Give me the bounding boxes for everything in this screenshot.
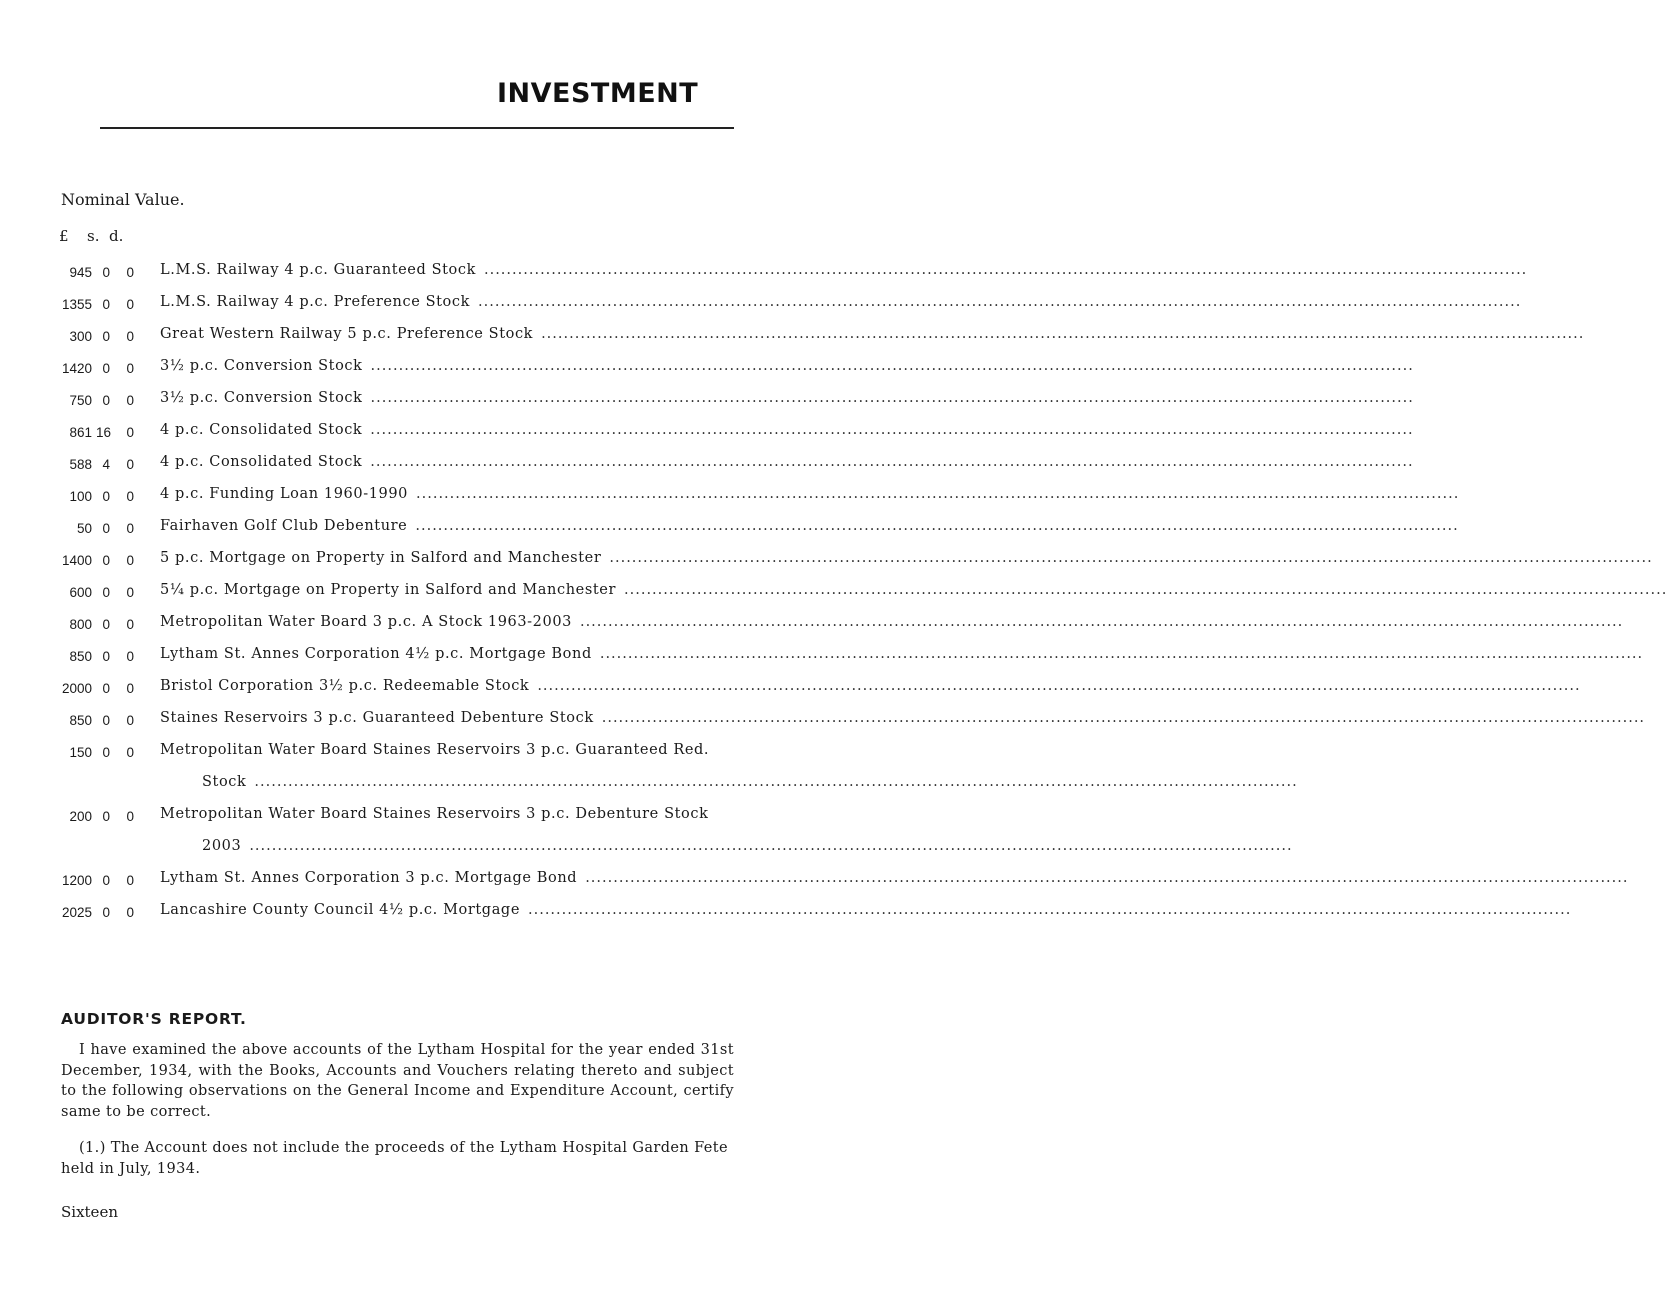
pence-value: 0: [126, 457, 134, 472]
investment-description: 5¼ p.c. Mortgage on Property in Salford and Manchester: [160, 582, 617, 598]
pence-value: 0: [126, 617, 134, 632]
pounds-value: 800: [69, 617, 92, 632]
shillings-value: 0: [102, 617, 110, 632]
pence-value: 0: [126, 905, 134, 920]
dot-leader: ..........................................................................................................................................................................................: [585, 870, 1629, 886]
investment-description: 3½ p.c. Conversion Stock: [160, 390, 363, 406]
investment-description: Lytham St. Annes Corporation 3 p.c. Mortgage Bond: [160, 870, 578, 886]
investment-description: Bristol Corporation 3½ p.c. Redeemable Stock: [160, 678, 530, 694]
investment-row: [0, 582, 1667, 614]
shillings-value: 0: [102, 585, 110, 600]
investment-row: [0, 678, 1581, 710]
pence-value: 0: [126, 873, 134, 888]
investment-row: [0, 262, 1528, 294]
pence-value: 0: [126, 265, 134, 280]
investment-row: [0, 870, 1629, 902]
investment-row: [0, 646, 1644, 678]
shillings-value: 0: [102, 745, 110, 760]
pounds-value: 945: [69, 265, 92, 280]
dot-leader: ..........................................................................................................................................................................................: [478, 294, 1522, 310]
investment-row: [0, 358, 1414, 390]
shillings-value: 0: [102, 713, 110, 728]
investment-row: [0, 806, 1293, 870]
pence-value: 0: [126, 297, 134, 312]
shillings-value: 4: [102, 457, 110, 472]
investment-row: [0, 326, 1585, 358]
investment-row: [0, 422, 1414, 454]
pounds-value: 600: [69, 585, 92, 600]
pounds-value: 588: [69, 457, 92, 472]
pence-value: 0: [126, 585, 134, 600]
pence-value: 0: [126, 649, 134, 664]
investment-description-continuation: 2003: [202, 838, 242, 854]
dot-leader: ..........................................................................................................................................................................................: [254, 774, 1298, 790]
pounds-value: 1400: [61, 553, 92, 568]
pounds-value: 861: [69, 425, 92, 440]
pounds-value: 300: [69, 329, 92, 344]
shillings-value: 0: [102, 649, 110, 664]
dot-leader: ..........................................................................................................................................................................................: [249, 838, 1293, 854]
investment-description-continuation: Stock: [202, 774, 247, 790]
investment-row: [0, 550, 1653, 582]
dot-leader: ..........................................................................................................................................................................................: [528, 902, 1572, 918]
investment-row: [0, 454, 1414, 486]
shillings-value: 0: [102, 553, 110, 568]
pounds-value: 1355: [61, 297, 92, 312]
pence-value: 0: [126, 745, 134, 760]
shillings-value: 0: [102, 681, 110, 696]
pence-value: 0: [126, 681, 134, 696]
currency-column-headers: [59, 227, 123, 245]
shillings-header: s.: [87, 227, 100, 245]
investment-row: [0, 614, 1624, 646]
pounds-value: 750: [69, 393, 92, 408]
investment-description: Lytham St. Annes Corporation 4½ p.c. Mortgage Bond: [160, 646, 592, 662]
shillings-value: 0: [102, 489, 110, 504]
shillings-value: 0: [102, 265, 110, 280]
pounds-value: 200: [69, 809, 92, 824]
pence-value: 0: [126, 393, 134, 408]
pounds-value: 1420: [61, 361, 92, 376]
dot-leader: ..........................................................................................................................................................................................: [370, 454, 1414, 470]
dot-leader: ..........................................................................................................................................................................................: [370, 390, 1414, 406]
investment-description: Metropolitan Water Board 3 p.c. A Stock 1963-2003: [160, 614, 572, 630]
dot-leader: ..........................................................................................................................................................................................: [609, 550, 1653, 566]
pence-value: 0: [126, 521, 134, 536]
dot-leader: ..........................................................................................................................................................................................: [370, 422, 1414, 438]
pence-value: 0: [126, 361, 134, 376]
shillings-value: 0: [102, 905, 110, 920]
pounds-value: 2025: [61, 905, 92, 920]
investment-row: [0, 742, 1298, 806]
pence-value: 0: [126, 553, 134, 568]
dot-leader: ..........................................................................................................................................................................................: [541, 326, 1585, 342]
dot-leader: ..........................................................................................................................................................................................: [370, 358, 1414, 374]
auditor-report-observation: (1.) The Account does not include the proceeds of the Lytham Hospital Garden Fete held in July, 1934.: [61, 1140, 728, 1177]
title-divider: [100, 127, 734, 129]
investment-description: Staines Reservoirs 3 p.c. Guaranteed Debenture Stock: [160, 710, 594, 726]
pounds-value: 50: [76, 521, 92, 536]
shillings-value: 0: [102, 809, 110, 824]
auditor-report-heading: AUDITOR'S REPORT.: [61, 1010, 247, 1028]
investment-description: 5 p.c. Mortgage on Property in Salford and Manchester: [160, 550, 602, 566]
investment-description: Lancashire County Council 4½ p.c. Mortgage: [160, 902, 520, 918]
shillings-value: 0: [102, 393, 110, 408]
pounds-value: 2000: [61, 681, 92, 696]
pounds-value: 850: [69, 649, 92, 664]
investment-row: [0, 902, 1572, 934]
pence-value: 0: [126, 425, 134, 440]
page-title: INVESTMENT: [497, 78, 699, 109]
dot-leader: ..........................................................................................................................................................................................: [483, 262, 1528, 278]
investment-row: [0, 518, 1459, 550]
investment-description: 3½ p.c. Conversion Stock: [160, 358, 363, 374]
pence-value: 0: [126, 713, 134, 728]
nominal-value-heading: Nominal Value.: [61, 190, 185, 209]
investment-description: L.M.S. Railway 4 p.c. Guaranteed Stock: [160, 262, 476, 278]
investment-description: Metropolitan Water Board Staines Reservoirs 3 p.c. Debenture Stock: [160, 806, 709, 822]
shillings-value: 16: [96, 425, 112, 440]
investment-description: Metropolitan Water Board Staines Reservoirs 3 p.c. Guaranteed Red.: [160, 742, 710, 758]
pounds-value: 150: [69, 745, 92, 760]
shillings-value: 0: [102, 521, 110, 536]
shillings-value: 0: [102, 297, 110, 312]
auditor-report-paragraph: I have examined the above accounts of the Lytham Hospital for the year ended 31st December, 1934, with the Books, Accounts and Vouchers relating thereto and subject to the following observations on the General Income and Expenditure Account, certify same to be correct.: [61, 1042, 734, 1120]
investment-description: 4 p.c. Funding Loan 1960-1990: [160, 486, 409, 502]
investment-description: Fairhaven Golf Club Debenture: [160, 518, 408, 534]
dot-leader: ..........................................................................................................................................................................................: [415, 518, 1459, 534]
pence-value: 0: [126, 489, 134, 504]
pounds-value: 1200: [61, 873, 92, 888]
investment-description: 4 p.c. Consolidated Stock: [160, 454, 363, 470]
pence-value: 0: [126, 809, 134, 824]
investment-description: L.M.S. Railway 4 p.c. Preference Stock: [160, 294, 470, 310]
investment-list: [0, 262, 1667, 934]
shillings-value: 0: [102, 873, 110, 888]
investment-row: [0, 710, 1646, 742]
pounds-value: 100: [69, 489, 92, 504]
dot-leader: ..........................................................................................................................................................................................: [416, 486, 1460, 502]
investment-row: [0, 390, 1414, 422]
dot-leader: ..........................................................................................................................................................................................: [601, 710, 1646, 726]
investment-row: [0, 294, 1522, 326]
investment-description: 4 p.c. Consolidated Stock: [160, 422, 363, 438]
page-number-label: Sixteen: [61, 1203, 118, 1221]
pence-header: d.: [109, 227, 124, 245]
pounds-header: £: [59, 227, 69, 245]
shillings-value: 0: [102, 329, 110, 344]
shillings-value: 0: [102, 361, 110, 376]
dot-leader: ..........................................................................................................................................................................................: [624, 582, 1667, 598]
dot-leader: ..........................................................................................................................................................................................: [579, 614, 1624, 630]
dot-leader: ..........................................................................................................................................................................................: [537, 678, 1581, 694]
pounds-value: 850: [69, 713, 92, 728]
investment-row: [0, 486, 1460, 518]
investment-description: Great Western Railway 5 p.c. Preference Stock: [160, 326, 534, 342]
dot-leader: ..........................................................................................................................................................................................: [599, 646, 1644, 662]
pence-value: 0: [126, 329, 134, 344]
